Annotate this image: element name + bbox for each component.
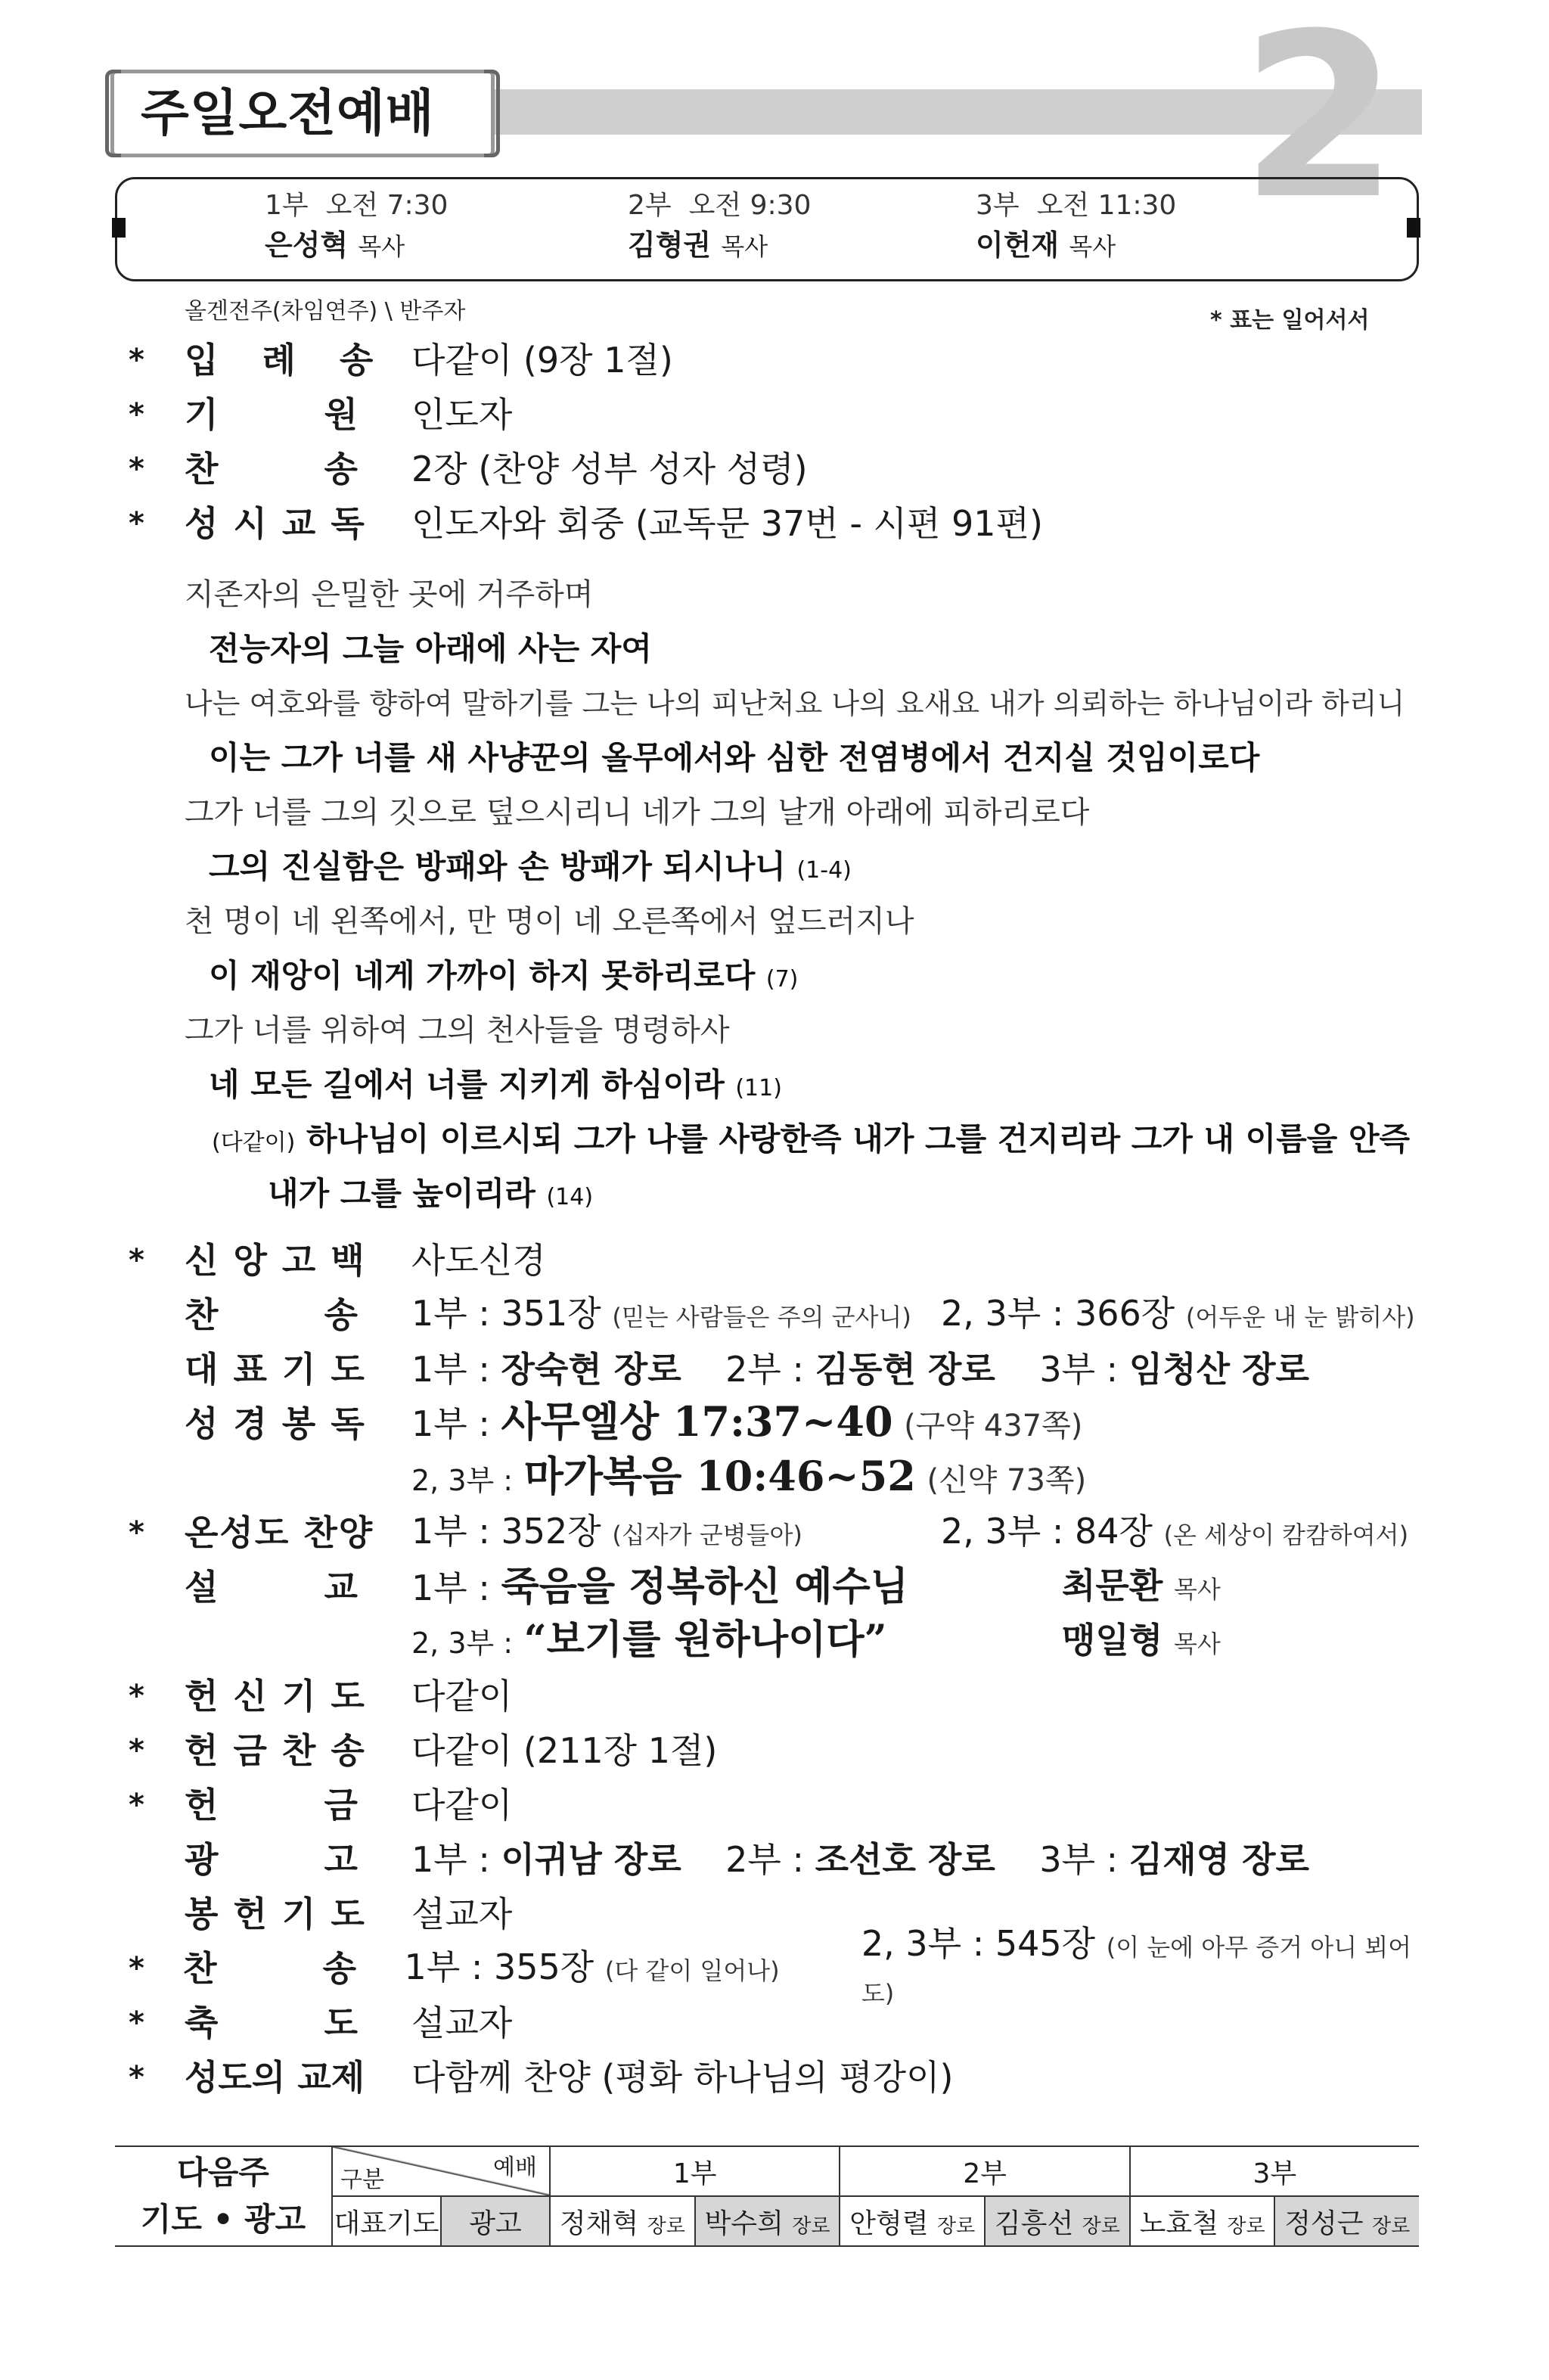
order-text: 다같이 [411,1676,513,1717]
order-row: * 찬 송 1부 : 355장 (다 같이 일어나) 2, 3부 : 545장 (이 눈에 아무 증거 아니 뵈어도) [129,1923,1412,2008]
order-label: 찬 송 [185,1294,359,1335]
order-row: 대 표 기 도 1부 : 장숙현 장로 2부 : 김동현 장로 3부 : 임청산 장로 [185,1349,1309,1390]
stand-note: * 표는 일어서서 [1210,307,1370,334]
stand-mark: * [129,506,144,541]
order-label: 신 앙 고 백 [185,1240,366,1281]
service-3-pastor: 이헌재 목사 [976,228,1116,262]
stand-mark: * [129,2006,144,2040]
order-label: 찬 송 [183,1948,359,1989]
order-main [129,1233,1429,2105]
stand-mark: * [129,343,144,378]
duty-cell: 김흥선 장로 [985,2196,1130,2246]
service-2-pastor: 김형권 목사 [628,228,768,262]
order-label: 성 경 봉 독 [185,1403,366,1444]
order-row [129,496,1414,551]
row-prayer: 대표기도 [332,2196,441,2246]
order-row [129,2050,1429,2105]
people-line: 그의 진실함은 방패와 손 방패가 되시나니 (1-4) [209,848,852,885]
order-label: 봉 헌 기 도 [185,1894,366,1934]
leader-line: 그가 너를 그의 깃으로 덮으시리니 네가 그의 날개 아래에 피하리로다 [185,795,1090,830]
order-row [129,1669,1429,1723]
order-label: 성도의 교제 [185,2057,365,2098]
next-week-table [115,2145,1419,2247]
service-1-time: 1부 오전 7:30 [265,190,449,221]
leader-line: 나는 여호와를 향하여 말하기를 그는 나의 피난처요 나의 요새요 내가 의뢰하는 하나님이라 하리니 [185,687,1405,720]
leader-line: 지존자의 은밀한 곳에 거주하며 [185,577,594,612]
order-text: 다함께 찬양 (평화 하나님의 평강이) [411,2057,954,2098]
order-row: 2, 3부 : “보기를 원하나이다” 맹일형 목사 [411,1617,1221,1663]
together-line-2: 내가 그를 높이리라 (14) [268,1175,594,1212]
order-row [129,387,1414,442]
col-3bu: 3부 [1130,2146,1419,2196]
order-label: 입 례 송 [185,340,375,381]
order-text: 설교자 [411,1894,513,1934]
order-row: 찬 송 1부 : 351장 (믿는 사람들은 주의 군사니) 2, 3부 : 366장 (어두운 내 눈 밝히사) [185,1292,1415,1335]
order-row [129,1778,1429,1832]
stand-mark: * [129,1951,144,1986]
order-row [129,1723,1429,1778]
order-label: 설 교 [185,1567,359,1608]
stand-mark: * [129,397,144,432]
order-label: 헌 신 기 도 [185,1676,366,1717]
duty-cell: 정성근 장로 [1274,2196,1419,2246]
duty-cell: 안형렬 장로 [840,2196,985,2246]
box-marker-right [1407,218,1420,238]
order-row: 성 경 봉 독 1부 : 사무엘상 17:37~40 (구약 437쪽) [185,1397,1083,1446]
leader-line: 그가 너를 위하여 그의 천사들을 명령하사 [185,1013,730,1048]
leader-line: 천 명이 네 왼쪽에서, 만 명이 네 오른쪽에서 엎드러지나 [185,904,914,939]
stand-mark: * [129,1733,144,1768]
people-line: 이는 그가 너를 새 사냥꾼의 올무에서와 심한 전염병에서 건지실 것임이로다 [209,739,1260,776]
next-week-title: 다음주 기도 • 광고 [115,2146,332,2246]
service-3-time: 3부 오전 11:30 [976,190,1177,221]
order-text: 인도자 [411,394,513,435]
order-row: 설 교 1부 : 죽음을 정복하신 예수님 최문환 목사 [185,1563,1221,1610]
stand-mark: * [129,2060,144,2095]
together-line: (다같이) 하나님이 이르시되 그가 나를 사랑한즉 내가 그를 건지리라 그가 내 이름을 안즉 [212,1120,1411,1157]
verse-ref: (14) [546,1184,594,1210]
order-label: 광 고 [185,1839,359,1880]
order-text: 2장 (찬양 성부 성자 성령) [411,449,808,489]
service-1-pastor: 은성혁 목사 [265,228,405,262]
order-label: 기 원 [185,394,359,435]
order-row: * 온성도 찬양 1부 : 352장 (십자가 군병들아) 2, 3부 : 84장 (온 세상이 캄캄하여서) [129,1510,1409,1553]
order-text: 다같이 [411,1785,513,1825]
duty-cell: 노효철 장로 [1130,2196,1275,2246]
order-label: 온성도 찬양 [185,1512,374,1553]
col-2bu: 2부 [840,2146,1129,2196]
order-row: 광 고 1부 : 이귀남 장로 2부 : 조선호 장로 3부 : 김재영 장로 [185,1839,1309,1880]
together-label: (다같이) [212,1129,296,1156]
verse-ref: (1-4) [796,857,852,884]
stand-mark: * [129,1243,144,1278]
stand-mark: * [129,1679,144,1714]
order-label: 성 시 교 독 [185,503,366,544]
page-number: 2 [1240,0,1398,249]
duty-cell: 정채혁 장로 [550,2196,695,2246]
table-corner-header: 구분 예배 [332,2146,550,2196]
stand-mark: * [129,1515,144,1550]
stand-mark: * [129,1788,144,1822]
order-text: 다같이 (211장 1절) [411,1730,718,1771]
order-top [129,333,1414,551]
page-title: 주일오전예배 [141,84,435,142]
order-label: 헌 금 [185,1785,359,1825]
order-label: 대 표 기 도 [185,1349,366,1390]
order-row [129,1233,1429,1288]
col-1bu: 1부 [550,2146,840,2196]
people-line: 네 모든 길에서 너를 지키게 하심이라 (11) [209,1066,782,1103]
verse-ref: (11) [735,1075,782,1101]
order-label: 축 도 [185,2002,359,2043]
order-row [129,442,1414,496]
order-text: 인도자와 회중 (교독문 37번 - 시편 91편) [411,503,1043,544]
order-text: 다같이 (9장 1절) [411,340,673,381]
order-row: 2, 3부 : 마가복음 10:46~52 (신약 73쪽) [411,1452,1087,1500]
organ-note: 올겐전주(차임연주) \ 반주자 [185,298,466,325]
verse-ref: (7) [765,966,799,993]
box-marker-left [112,218,126,238]
row-announce: 광고 [441,2196,550,2246]
order-text: 사도신경 [411,1240,546,1281]
order-label: 헌 금 찬 송 [185,1730,366,1771]
duty-cell: 박수희 장로 [695,2196,840,2246]
responsive-reading [185,567,1425,1221]
order-row [129,333,1414,387]
people-line: 이 재앙이 네게 가까이 하지 못하리로다 (7) [209,957,799,994]
service-2-time: 2부 오전 9:30 [628,190,812,221]
stand-mark: * [129,452,144,486]
people-line: 전능자의 그늘 아래에 사는 자여 [209,630,652,667]
order-text: 설교자 [411,2002,513,2043]
order-label: 찬 송 [185,449,359,489]
